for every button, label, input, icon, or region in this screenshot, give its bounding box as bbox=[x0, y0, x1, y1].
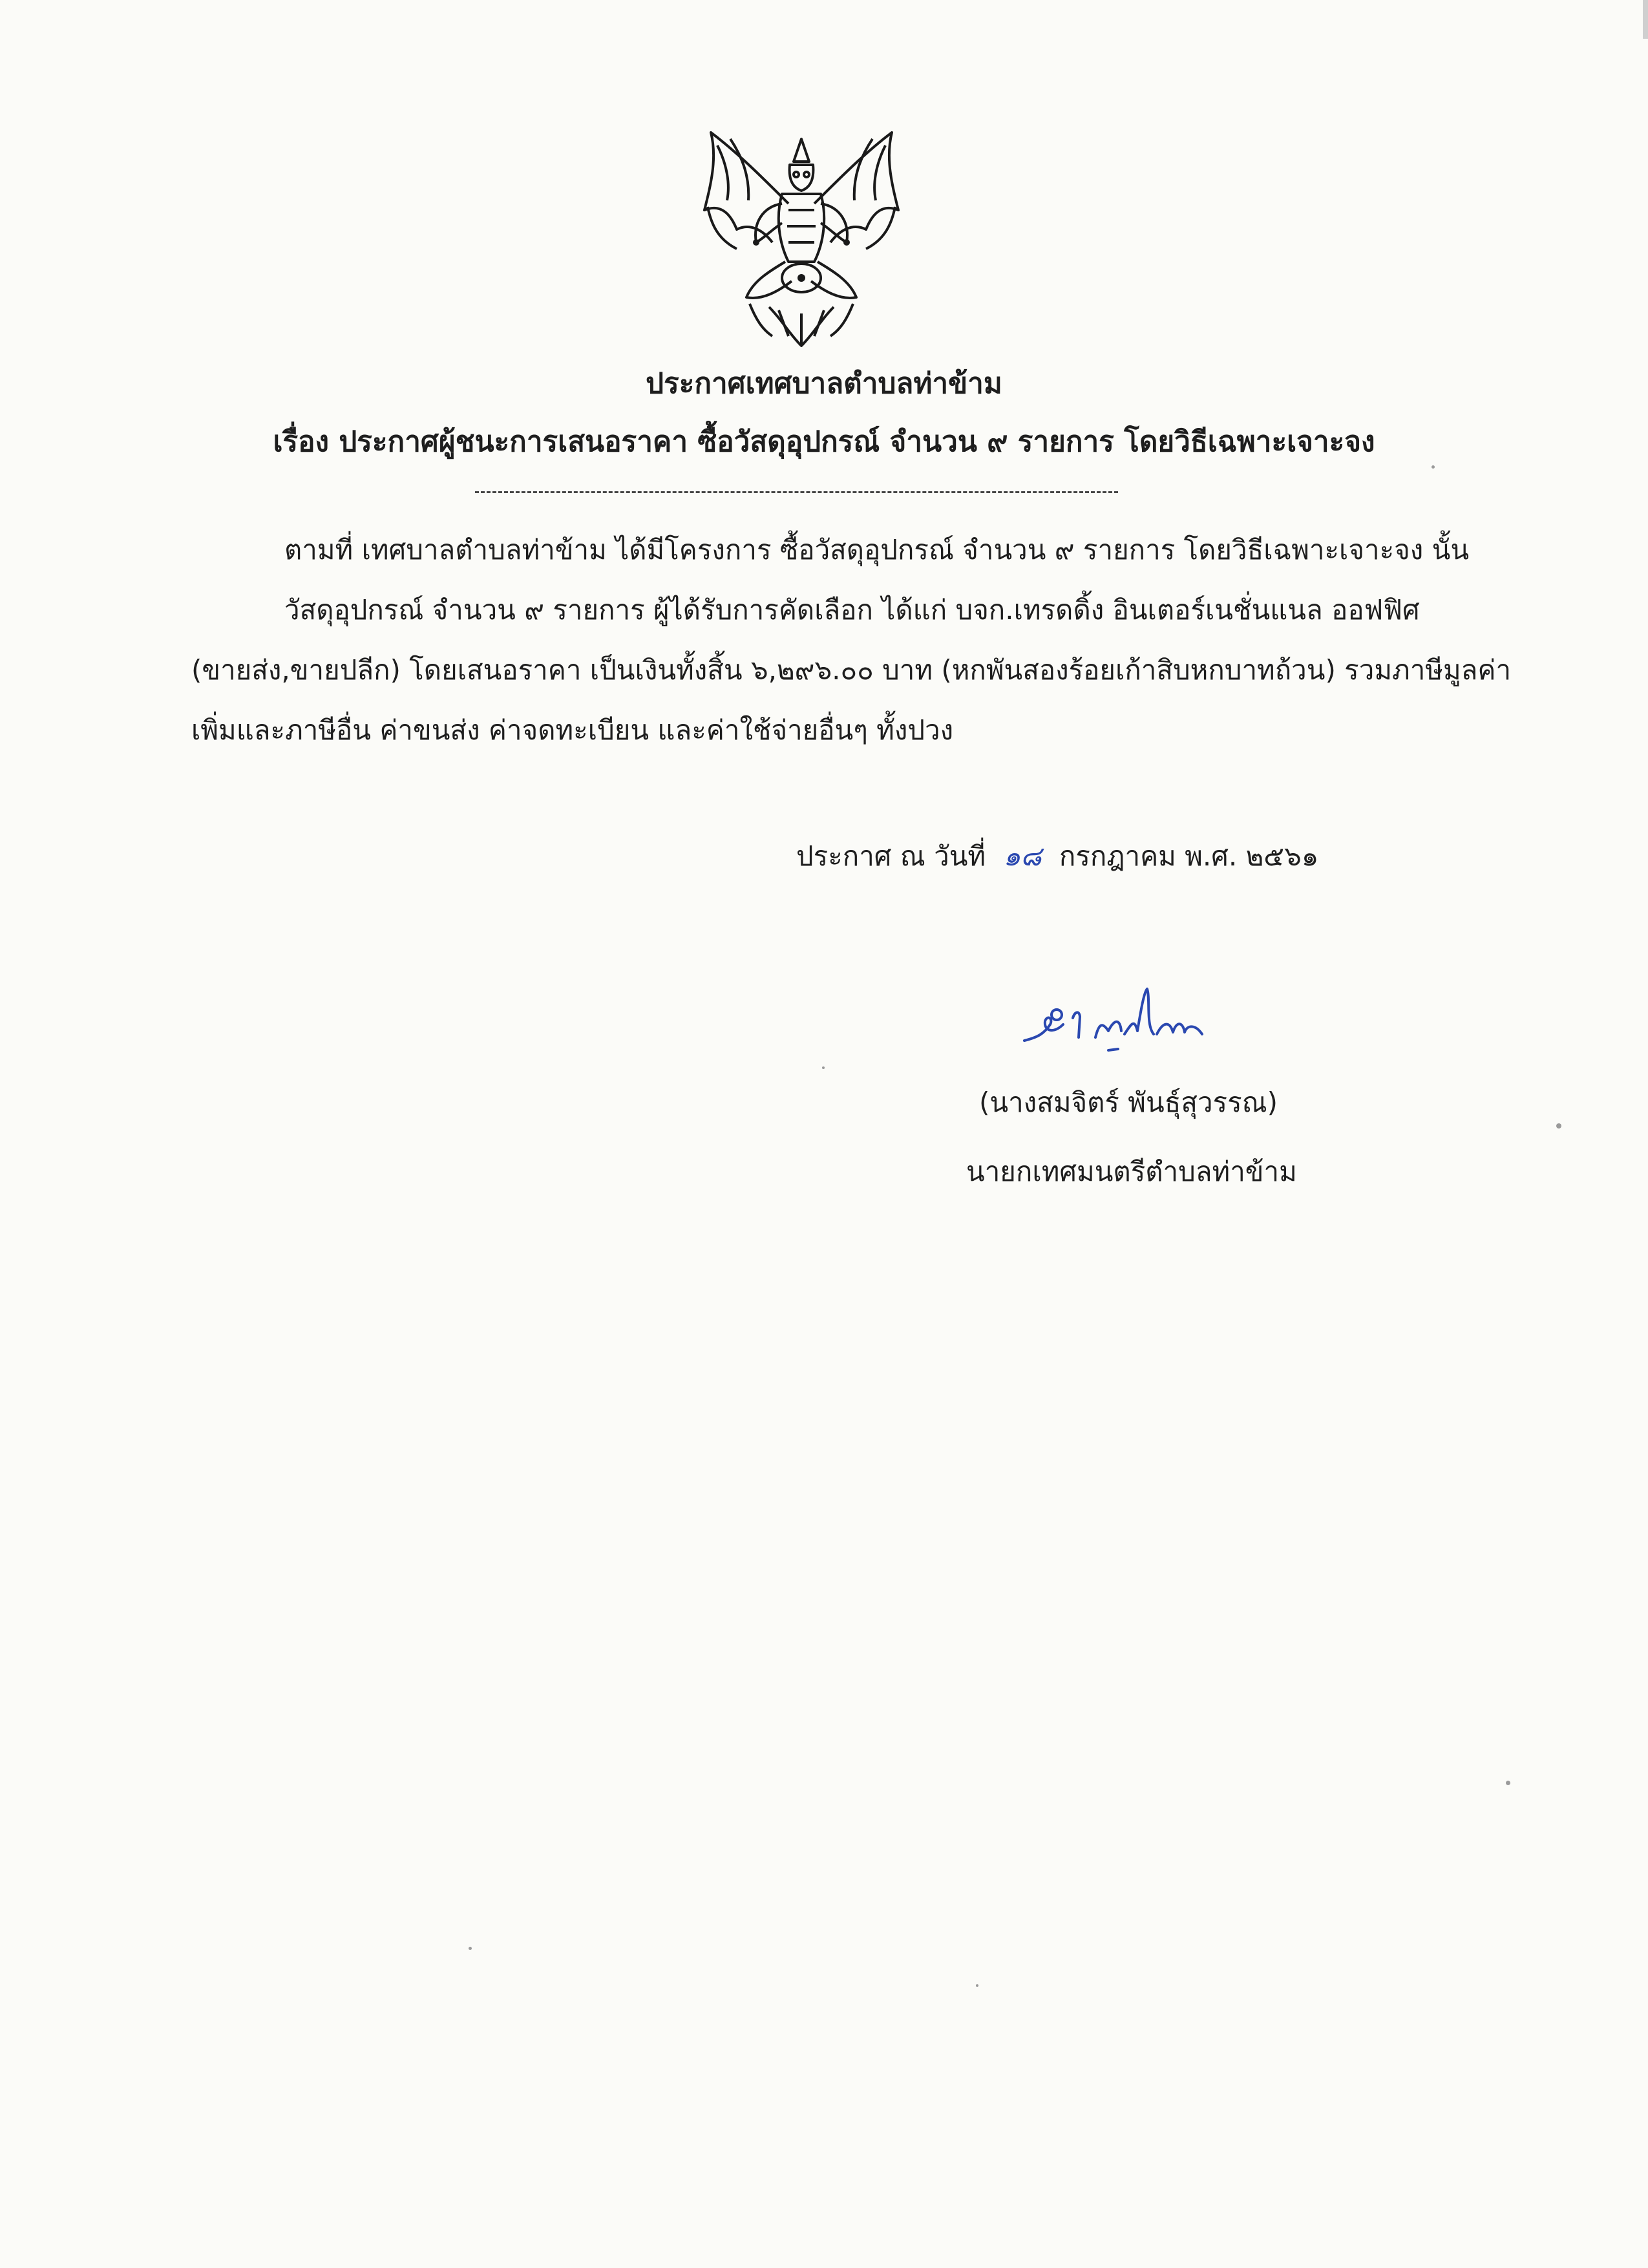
body-line: วัสดุอุปกรณ์ จำนวน ๙ รายการ ผู้ได้รับการคัดเลือก ได้แก่ บจก.เทรดดิ้ง อินเตอร์เนชั่นแนล ออฟฟิศ bbox=[284, 594, 1420, 626]
scan-speck bbox=[976, 1984, 978, 1987]
announcement-date bbox=[796, 835, 1318, 878]
signer-name: (นางสมจิตร์ พันธุ์สุวรรณ) bbox=[979, 1086, 1278, 1118]
scan-edge bbox=[1643, 0, 1648, 39]
announcement-subject: เรื่อง ประกาศผู้ชนะการเสนอราคา ซื้อวัสดุอุปกรณ์ จำนวน ๙ รายการ โดยวิธีเฉพาะเจาะจง bbox=[273, 425, 1375, 458]
dashed-divider bbox=[475, 491, 1118, 493]
date-day-handwritten: ๑๘ bbox=[1003, 840, 1042, 872]
scan-speck bbox=[1556, 1123, 1561, 1129]
scan-speck bbox=[1506, 1781, 1510, 1785]
scan-speck bbox=[822, 1066, 825, 1069]
body-line: ตามที่ เทศบาลตำบลท่าข้าม ได้มีโครงการ ซื้อวัสดุอุปกรณ์ จำนวน ๙ รายการ โดยวิธีเฉพาะเจาะจง นั้น bbox=[284, 534, 1470, 566]
date-prefix: ประกาศ ณ วันที่ bbox=[796, 840, 986, 872]
garuda-emblem bbox=[692, 126, 911, 355]
signature-handwritten bbox=[1018, 979, 1251, 1063]
scan-speck bbox=[1431, 465, 1435, 469]
body-line: (ขายส่ง,ขายปลีก) โดยเสนอราคา เป็นเงินทั้งสิ้น ๖,๒๙๖.๐๐ บาท (หกพันสองร้อยเก้าสิบหกบาทถ้วน) รวมภาษีมูลค่า bbox=[191, 654, 1512, 686]
scan-speck bbox=[469, 1947, 472, 1950]
announcement-title: ประกาศเทศบาลตำบลท่าข้าม bbox=[646, 367, 1002, 400]
signer-position: นายกเทศมนตรีตำบลท่าข้าม bbox=[966, 1156, 1297, 1187]
date-month-year: กรกฎาคม พ.ศ. ๒๕๖๑ bbox=[1059, 840, 1319, 872]
body-line: เพิ่มและภาษีอื่น ค่าขนส่ง ค่าจดทะเบียน และค่าใช้จ่ายอื่นๆ ทั้งปวง bbox=[191, 714, 954, 746]
